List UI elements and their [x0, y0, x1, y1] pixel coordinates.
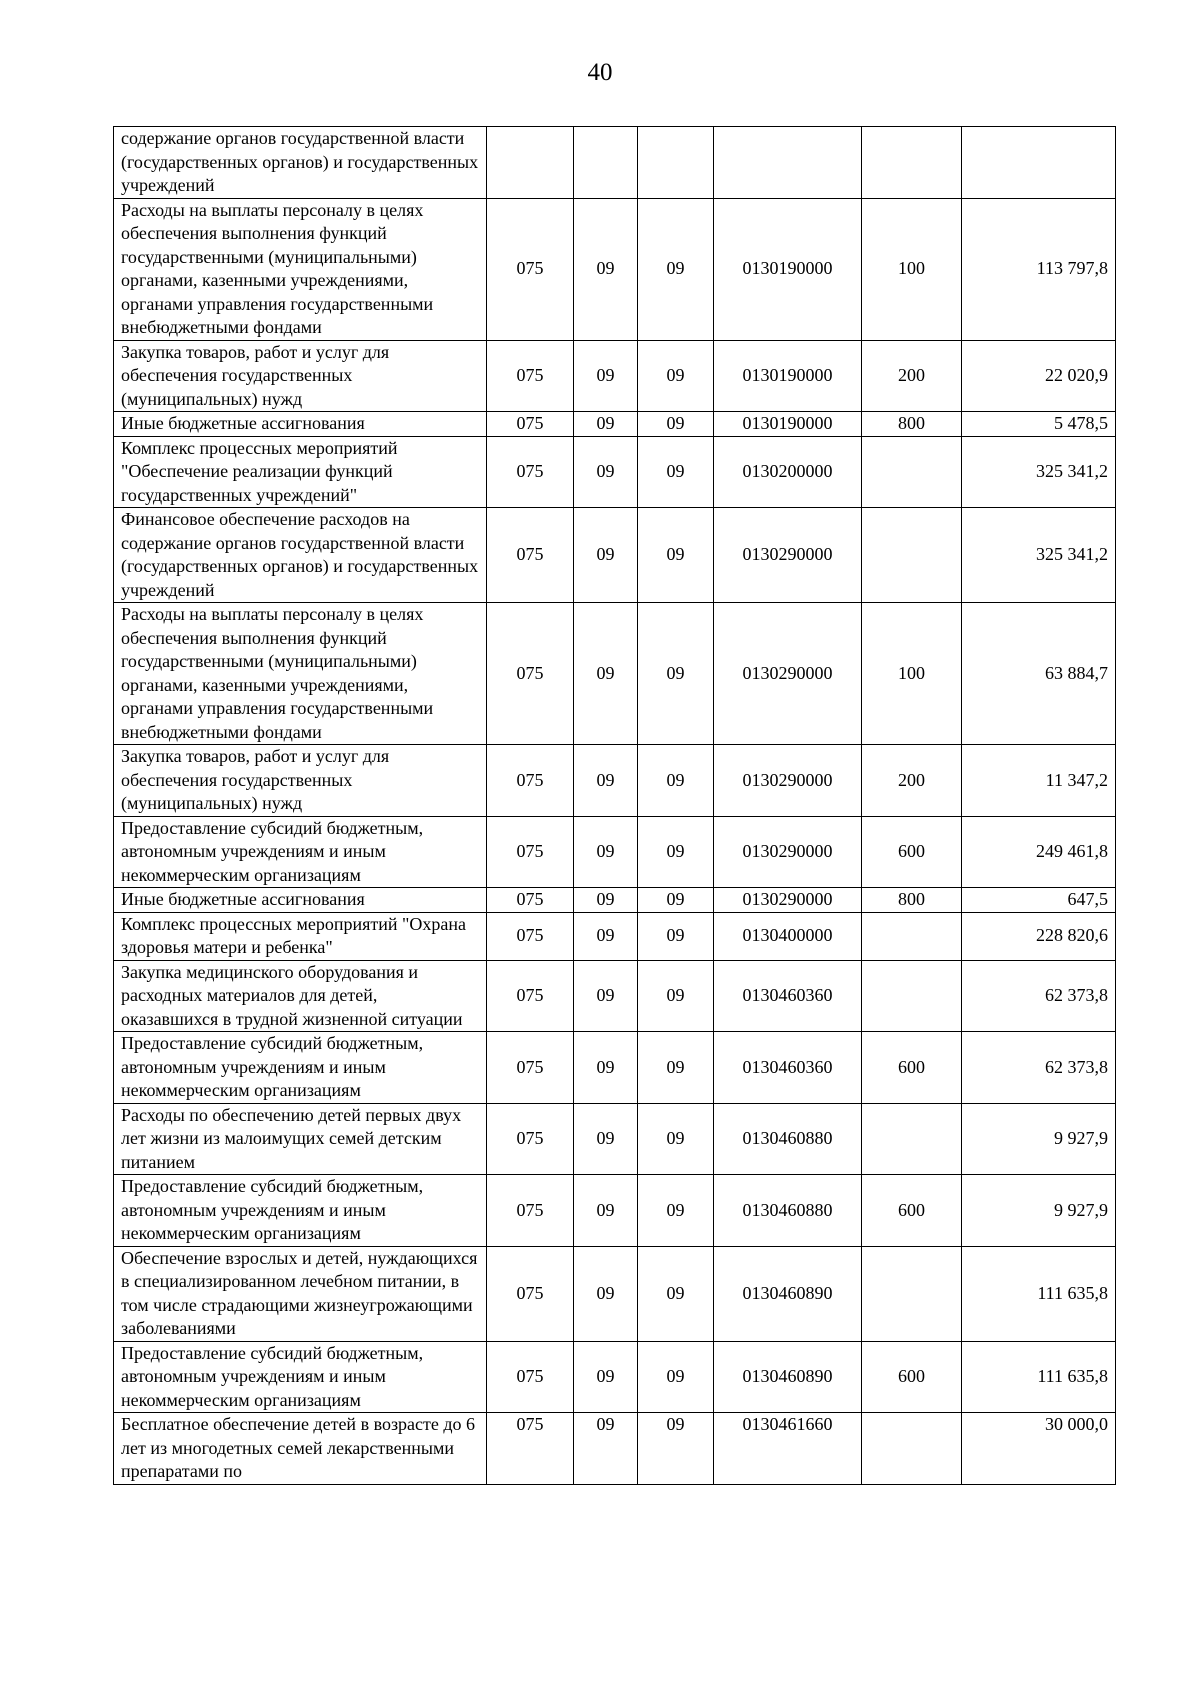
table-row [114, 436, 1116, 508]
cell-vr [862, 1246, 962, 1341]
cell-csr: 0130290000 [714, 745, 862, 817]
cell-vr [862, 436, 962, 508]
table-row [114, 745, 1116, 817]
cell-ved: 075 [487, 508, 574, 603]
cell-pr: 09 [638, 340, 714, 412]
cell-sum: 228 820,6 [962, 912, 1116, 960]
table-row [114, 1413, 1116, 1485]
cell-vr: 600 [862, 1175, 962, 1247]
cell-ved: 075 [487, 816, 574, 888]
row-name: Закупка товаров, работ и услуг для обеспечения государственных (муниципальных) нужд [114, 340, 487, 412]
cell-csr: 0130190000 [714, 198, 862, 340]
cell-rz: 09 [574, 1246, 638, 1341]
row-name: Иные бюджетные ассигнования [114, 888, 487, 913]
cell-ved: 075 [487, 1103, 574, 1175]
cell-csr: 0130290000 [714, 603, 862, 745]
cell-sum: 62 373,8 [962, 960, 1116, 1032]
table-row [114, 816, 1116, 888]
cell-csr: 0130460360 [714, 960, 862, 1032]
cell-ved: 075 [487, 436, 574, 508]
table-row [114, 960, 1116, 1032]
row-name: Финансовое обеспечение расходов на содержание органов государственной власти (государственных органов) и государственных учреждений [114, 508, 487, 603]
cell-csr: 0130200000 [714, 436, 862, 508]
cell-sum: 9 927,9 [962, 1103, 1116, 1175]
table-row [114, 1103, 1116, 1175]
cell-csr: 0130400000 [714, 912, 862, 960]
table-row [114, 1341, 1116, 1413]
table-row [114, 340, 1116, 412]
cell-csr: 0130290000 [714, 816, 862, 888]
row-name: Бесплатное обеспечение детей в возрасте до 6 лет из многодетных семей лекарственными препаратами по [114, 1413, 487, 1485]
cell-rz: 09 [574, 603, 638, 745]
cell-ved: 075 [487, 1341, 574, 1413]
row-name: Иные бюджетные ассигнования [114, 412, 487, 437]
cell-ved: 075 [487, 412, 574, 437]
cell-vr [862, 127, 962, 199]
cell-vr: 100 [862, 198, 962, 340]
row-name: Обеспечение взрослых и детей, нуждающихся в специализированном лечебном питании, в том числе страдающими жизнеугрожающими заболеваниями [114, 1246, 487, 1341]
cell-rz: 09 [574, 1032, 638, 1104]
row-name: Закупка медицинского оборудования и расходных материалов для детей, оказавшихся в трудной жизненной ситуации [114, 960, 487, 1032]
cell-sum: 325 341,2 [962, 436, 1116, 508]
cell-rz: 09 [574, 912, 638, 960]
cell-pr [638, 127, 714, 199]
cell-pr: 09 [638, 745, 714, 817]
cell-rz [574, 127, 638, 199]
cell-ved [487, 127, 574, 199]
cell-pr: 09 [638, 1413, 714, 1485]
cell-vr: 200 [862, 745, 962, 817]
cell-vr: 600 [862, 816, 962, 888]
cell-vr: 600 [862, 1032, 962, 1104]
cell-pr: 09 [638, 1341, 714, 1413]
cell-rz: 09 [574, 1341, 638, 1413]
cell-csr: 0130290000 [714, 888, 862, 913]
cell-ved: 075 [487, 1246, 574, 1341]
table-row [114, 508, 1116, 603]
cell-rz: 09 [574, 340, 638, 412]
table-row [114, 1175, 1116, 1247]
cell-csr [714, 127, 862, 199]
cell-pr: 09 [638, 912, 714, 960]
cell-csr: 0130460890 [714, 1246, 862, 1341]
cell-vr [862, 508, 962, 603]
cell-pr: 09 [638, 888, 714, 913]
cell-rz: 09 [574, 436, 638, 508]
cell-pr: 09 [638, 1103, 714, 1175]
table-row [114, 198, 1116, 340]
row-name: содержание органов государственной власти (государственных органов) и государственных учреждений [114, 127, 487, 199]
cell-pr: 09 [638, 508, 714, 603]
row-name: Расходы на выплаты персоналу в целях обеспечения выполнения функций государственными (муниципальными) органами, казенными учреждениями, органами управления государственными внебюджетными фондами [114, 198, 487, 340]
cell-sum: 62 373,8 [962, 1032, 1116, 1104]
cell-vr [862, 1103, 962, 1175]
cell-sum: 22 020,9 [962, 340, 1116, 412]
row-name: Комплекс процессных мероприятий "Обеспечение реализации функций государственных учреждений" [114, 436, 487, 508]
cell-pr: 09 [638, 816, 714, 888]
cell-sum: 249 461,8 [962, 816, 1116, 888]
cell-sum: 9 927,9 [962, 1175, 1116, 1247]
cell-ved: 075 [487, 1175, 574, 1247]
cell-sum: 647,5 [962, 888, 1116, 913]
cell-rz: 09 [574, 745, 638, 817]
cell-pr: 09 [638, 1032, 714, 1104]
cell-vr: 800 [862, 888, 962, 913]
cell-ved: 075 [487, 603, 574, 745]
cell-sum [962, 127, 1116, 199]
cell-rz: 09 [574, 198, 638, 340]
cell-rz: 09 [574, 1175, 638, 1247]
cell-ved: 075 [487, 340, 574, 412]
cell-vr [862, 1413, 962, 1485]
table-row [114, 1032, 1116, 1104]
cell-rz: 09 [574, 1413, 638, 1485]
cell-vr [862, 960, 962, 1032]
cell-pr: 09 [638, 436, 714, 508]
row-name: Закупка товаров, работ и услуг для обеспечения государственных (муниципальных) нужд [114, 745, 487, 817]
cell-sum: 325 341,2 [962, 508, 1116, 603]
cell-csr: 0130460880 [714, 1103, 862, 1175]
cell-pr: 09 [638, 1175, 714, 1247]
cell-sum: 111 635,8 [962, 1341, 1116, 1413]
cell-sum: 30 000,0 [962, 1413, 1116, 1485]
table-row [114, 888, 1116, 913]
table-row [114, 412, 1116, 437]
cell-ved: 075 [487, 912, 574, 960]
cell-pr: 09 [638, 198, 714, 340]
cell-rz: 09 [574, 1103, 638, 1175]
cell-pr: 09 [638, 960, 714, 1032]
cell-csr: 0130461660 [714, 1413, 862, 1485]
cell-ved: 075 [487, 1413, 574, 1485]
cell-pr: 09 [638, 412, 714, 437]
row-name: Расходы на выплаты персоналу в целях обеспечения выполнения функций государственными (муниципальными) органами, казенными учреждениями, органами управления государственными внебюджетными фондами [114, 603, 487, 745]
cell-vr: 600 [862, 1341, 962, 1413]
cell-csr: 0130190000 [714, 412, 862, 437]
cell-csr: 0130290000 [714, 508, 862, 603]
cell-pr: 09 [638, 1246, 714, 1341]
cell-vr: 800 [862, 412, 962, 437]
row-name: Комплекс процессных мероприятий "Охрана здоровья матери и ребенка" [114, 912, 487, 960]
cell-ved: 075 [487, 198, 574, 340]
cell-rz: 09 [574, 888, 638, 913]
row-name: Расходы по обеспечению детей первых двух лет жизни из малоимущих семей детским питанием [114, 1103, 487, 1175]
table-row [114, 127, 1116, 199]
table-row [114, 912, 1116, 960]
cell-sum: 63 884,7 [962, 603, 1116, 745]
cell-ved: 075 [487, 1032, 574, 1104]
cell-ved: 075 [487, 745, 574, 817]
row-name: Предоставление субсидий бюджетным, автономным учреждениям и иным некоммерческим организациям [114, 1032, 487, 1104]
cell-sum: 5 478,5 [962, 412, 1116, 437]
budget-table-body [114, 127, 1116, 1485]
cell-rz: 09 [574, 960, 638, 1032]
cell-vr: 100 [862, 603, 962, 745]
table-row [114, 1246, 1116, 1341]
cell-rz: 09 [574, 816, 638, 888]
budget-table [113, 126, 1116, 1485]
cell-ved: 075 [487, 888, 574, 913]
cell-rz: 09 [574, 412, 638, 437]
cell-vr [862, 912, 962, 960]
cell-sum: 11 347,2 [962, 745, 1116, 817]
cell-rz: 09 [574, 508, 638, 603]
cell-csr: 0130460360 [714, 1032, 862, 1104]
cell-sum: 113 797,8 [962, 198, 1116, 340]
cell-pr: 09 [638, 603, 714, 745]
row-name: Предоставление субсидий бюджетным, автономным учреждениям и иным некоммерческим организациям [114, 1175, 487, 1247]
cell-csr: 0130190000 [714, 340, 862, 412]
cell-csr: 0130460880 [714, 1175, 862, 1247]
cell-csr: 0130460890 [714, 1341, 862, 1413]
cell-sum: 111 635,8 [962, 1246, 1116, 1341]
row-name: Предоставление субсидий бюджетным, автономным учреждениям и иным некоммерческим организациям [114, 816, 487, 888]
row-name: Предоставление субсидий бюджетным, автономным учреждениям и иным некоммерческим организациям [114, 1341, 487, 1413]
cell-vr: 200 [862, 340, 962, 412]
cell-ved: 075 [487, 960, 574, 1032]
page-number: 40 [587, 59, 613, 86]
table-row [114, 603, 1116, 745]
